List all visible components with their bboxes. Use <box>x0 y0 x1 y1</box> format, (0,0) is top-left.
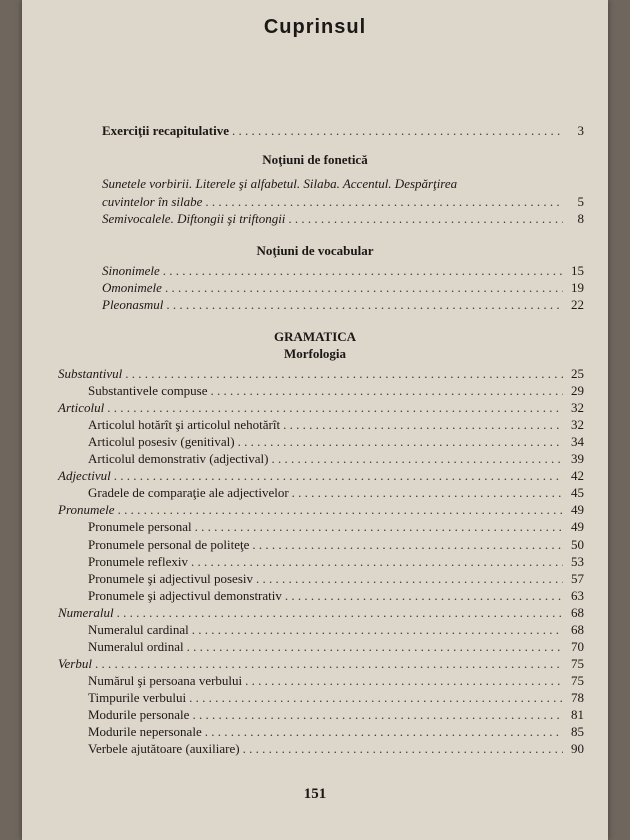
toc-chapter: Adjectivul . . . 42 <box>58 468 584 484</box>
toc-entry-exercitii: Exerciţii recapitulative . . . 3 <box>102 123 584 139</box>
toc-entry: Articolul posesiv (genitival) . . . 34 <box>88 434 584 450</box>
page-title: Cuprinsul <box>263 16 367 38</box>
toc-entry: Substantivele compuse . . . 29 <box>88 383 584 399</box>
toc-entry: Numărul şi persoana verbului . . . 75 <box>88 673 584 689</box>
toc-entry: Pronumele personal de politeţe . . . 50 <box>88 537 584 553</box>
toc-entry: Numeralul cardinal . . . 68 <box>88 622 584 638</box>
toc-entry: Articolul demonstrativ (adjectival) . . . 39 <box>88 451 584 467</box>
toc-entry: Modurile nepersonale . . . 85 <box>88 724 584 740</box>
toc-entry: Pronumele şi adjectivul demonstrativ . . . 63 <box>88 588 584 604</box>
toc-chapter: Articolul . . . 32 <box>58 400 584 416</box>
toc-entry: Timpurile verbului . . . 78 <box>88 690 584 706</box>
toc-entry: Verbele ajutătoare (auxiliare) . . . 90 <box>88 741 584 757</box>
toc-entry: Articolul hotărît şi articolul nehotărît . . . 32 <box>88 417 584 433</box>
toc-chapter: Verbul . . . 75 <box>58 656 584 672</box>
toc-chapter: Substantivul . . . 25 <box>58 366 584 382</box>
toc-entry: Numeralul ordinal . . . 70 <box>88 639 584 655</box>
toc-chapter: Numeralul . . . 68 <box>58 605 584 621</box>
section-heading-vocabular: Noţiuni de vocabular <box>256 243 374 258</box>
toc-entry-fonetica-line2: cuvintelor în silabe . . . 5 <box>102 194 584 210</box>
page-number: 151 <box>303 786 327 802</box>
toc-chapter: Pronumele . . . 49 <box>58 502 584 518</box>
section-heading-gramatica: GRAMATICA <box>273 329 357 344</box>
book-page <box>22 0 608 840</box>
toc-entry: Pronumele reflexiv . . . 53 <box>88 554 584 570</box>
toc-entry: Sinonimele . . . 15 <box>102 263 584 279</box>
toc-entry: Modurile personale . . . 81 <box>88 707 584 723</box>
section-heading-fonetica: Noţiuni de fonetică <box>262 152 368 167</box>
toc-entry: Omonimele . . . 19 <box>102 280 584 296</box>
toc-entry-fonetica-line3: Semivocalele. Diftongii şi triftongii . . . 8 <box>102 211 584 227</box>
section-subheading-morfologia: Morfologia <box>283 346 347 361</box>
toc-entry: Pronumele personal . . . 49 <box>88 519 584 535</box>
toc-entry: Gradele de comparaţie ale adjectivelor . . . 45 <box>88 485 584 501</box>
toc-entry: Pleonasmul . . . 22 <box>102 297 584 313</box>
toc-entry: Pronumele şi adjectivul posesiv . . . 57 <box>88 571 584 587</box>
toc-entry-fonetica-line1: Sunetele vorbirii. Literele şi alfabetul. Silaba. Accentul. Despărţirea <box>102 176 458 191</box>
